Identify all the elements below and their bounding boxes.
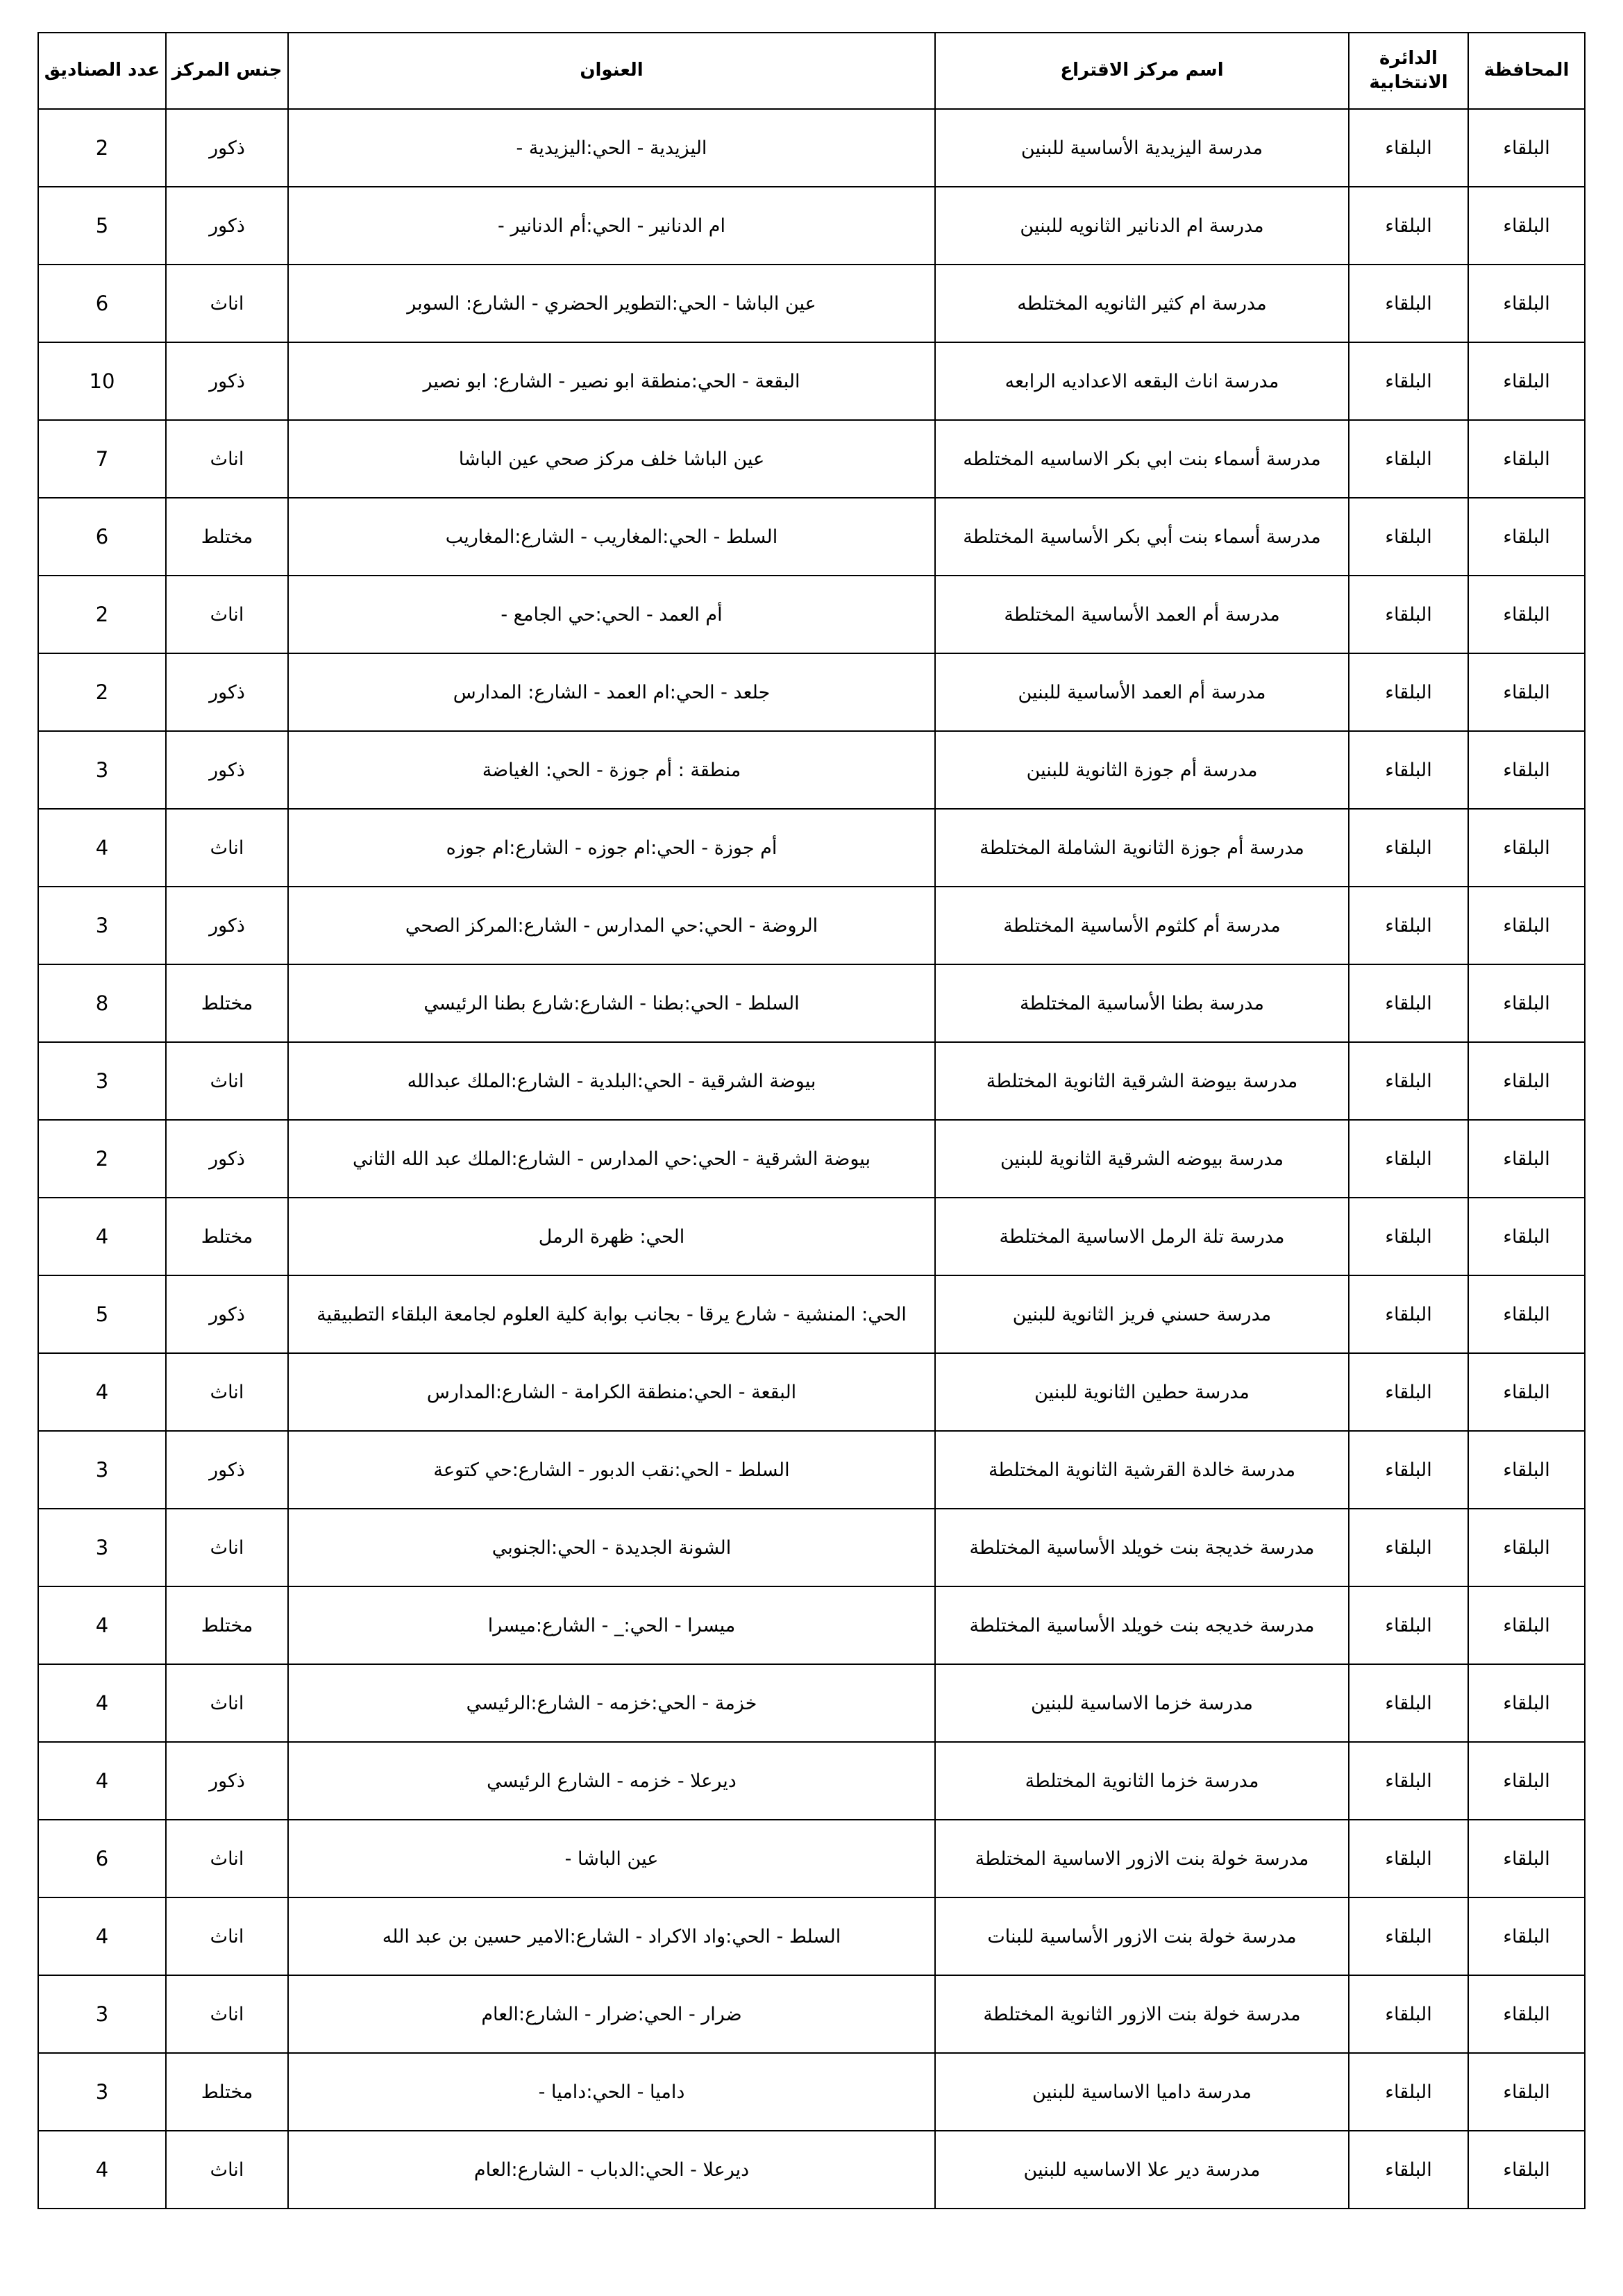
cell-governorate: البلقاء <box>1468 1975 1585 2053</box>
cell-address: ضرار - الحي:ضرار - الشارع:العام <box>288 1975 935 2053</box>
table-row <box>38 1509 1585 1586</box>
cell-center-gender: مختلط <box>166 1586 288 1664</box>
cell-district: البلقاء <box>1349 1586 1468 1664</box>
table-row <box>38 576 1585 653</box>
cell-center-gender: اناث <box>166 1897 288 1975</box>
cell-center-name: مدرسة تلة الرمل الاساسية المختلطة <box>935 1198 1349 1275</box>
cell-center-gender: ذكور <box>166 342 288 420</box>
cell-governorate: البلقاء <box>1468 1120 1585 1198</box>
cell-center-gender: اناث <box>166 809 288 887</box>
cell-district: البلقاء <box>1349 1975 1468 2053</box>
cell-center-gender: ذكور <box>166 653 288 731</box>
table-row <box>38 964 1585 1042</box>
cell-center-gender: اناث <box>166 1509 288 1586</box>
cell-center-name: مدرسة خزما الثانوية المختلطة <box>935 1742 1349 1820</box>
table-row <box>38 1275 1585 1353</box>
cell-box-count: 3 <box>38 1975 166 2053</box>
cell-box-count: 4 <box>38 1897 166 1975</box>
table-row <box>38 1120 1585 1198</box>
cell-box-count: 10 <box>38 342 166 420</box>
header-center-name: اسم مركز الاقتراع <box>935 33 1349 109</box>
cell-box-count: 5 <box>38 187 166 265</box>
cell-center-name: مدرسة دير علا الاساسيه للبنين <box>935 2131 1349 2209</box>
table-row <box>38 1897 1585 1975</box>
cell-governorate: البلقاء <box>1468 420 1585 498</box>
cell-district: البلقاء <box>1349 809 1468 887</box>
cell-governorate: البلقاء <box>1468 1742 1585 1820</box>
cell-governorate: البلقاء <box>1468 809 1585 887</box>
cell-district: البلقاء <box>1349 420 1468 498</box>
cell-box-count: 4 <box>38 809 166 887</box>
cell-governorate: البلقاء <box>1468 109 1585 187</box>
cell-box-count: 4 <box>38 1353 166 1431</box>
cell-district: البلقاء <box>1349 1431 1468 1509</box>
cell-governorate: البلقاء <box>1468 1353 1585 1431</box>
cell-center-gender: اناث <box>166 1353 288 1431</box>
table-row <box>38 653 1585 731</box>
cell-center-gender: اناث <box>166 1975 288 2053</box>
cell-center-gender: اناث <box>166 420 288 498</box>
cell-address: ميسرا - الحي:_ - الشارع:ميسرا <box>288 1586 935 1664</box>
cell-center-gender: اناث <box>166 1820 288 1897</box>
cell-district: البلقاء <box>1349 109 1468 187</box>
cell-district: البلقاء <box>1349 1275 1468 1353</box>
cell-center-name: مدرسة أم جوزة الثانوية للبنين <box>935 731 1349 809</box>
table-row <box>38 1975 1585 2053</box>
table-row <box>38 109 1585 187</box>
cell-box-count: 4 <box>38 1198 166 1275</box>
cell-center-gender: اناث <box>166 1042 288 1120</box>
table-row <box>38 887 1585 964</box>
cell-center-name: مدرسة بطنا الأساسية المختلطة <box>935 964 1349 1042</box>
cell-center-name: مدرسة خولة بنت الازور الأساسية للبنات <box>935 1897 1349 1975</box>
cell-center-name: مدرسة خديجة بنت خويلد الأساسية المختلطة <box>935 1509 1349 1586</box>
cell-district: البلقاء <box>1349 576 1468 653</box>
cell-box-count: 4 <box>38 1664 166 1742</box>
cell-district: البلقاء <box>1349 1509 1468 1586</box>
cell-box-count: 4 <box>38 1742 166 1820</box>
cell-governorate: البلقاء <box>1468 964 1585 1042</box>
table-row <box>38 1431 1585 1509</box>
cell-governorate: البلقاء <box>1468 265 1585 342</box>
cell-address: خزمة - الحي:خزمه - الشارع:الرئيسي <box>288 1664 935 1742</box>
cell-district: البلقاء <box>1349 1664 1468 1742</box>
cell-district: البلقاء <box>1349 187 1468 265</box>
cell-address: الحي: ظهرة الرمل <box>288 1198 935 1275</box>
cell-district: البلقاء <box>1349 731 1468 809</box>
cell-district: البلقاء <box>1349 1042 1468 1120</box>
table-row <box>38 1664 1585 1742</box>
cell-address: عين الباشا - الحي:التطوير الحضري - الشارع: السوبر <box>288 265 935 342</box>
cell-governorate: البلقاء <box>1468 1664 1585 1742</box>
cell-box-count: 5 <box>38 1275 166 1353</box>
cell-box-count: 6 <box>38 1820 166 1897</box>
table-row <box>38 1742 1585 1820</box>
cell-district: البلقاء <box>1349 1120 1468 1198</box>
cell-box-count: 3 <box>38 887 166 964</box>
cell-governorate: البلقاء <box>1468 2053 1585 2131</box>
header-district: الدائرة الانتخابية <box>1349 33 1468 109</box>
cell-center-gender: اناث <box>166 576 288 653</box>
cell-center-name: مدرسة بيوضه الشرقية الثانوية للبنين <box>935 1120 1349 1198</box>
cell-center-gender: ذكور <box>166 731 288 809</box>
cell-center-name: مدرسة أم العمد الأساسية للبنين <box>935 653 1349 731</box>
table-body <box>38 109 1585 2209</box>
cell-box-count: 3 <box>38 1509 166 1586</box>
cell-center-gender: اناث <box>166 2131 288 2209</box>
cell-address: أم العمد - الحي:حي الجامع - <box>288 576 935 653</box>
cell-district: البلقاء <box>1349 342 1468 420</box>
cell-governorate: البلقاء <box>1468 887 1585 964</box>
cell-address: داميا - الحي:داميا - <box>288 2053 935 2131</box>
cell-address: ام الدنانير - الحي:أم الدنانير - <box>288 187 935 265</box>
table-row <box>38 342 1585 420</box>
cell-center-name: مدرسة ام كثير الثانويه المختلطه <box>935 265 1349 342</box>
cell-center-name: مدرسة خالدة القرشية الثانوية المختلطة <box>935 1431 1349 1509</box>
cell-district: البلقاء <box>1349 964 1468 1042</box>
cell-center-name: مدرسة حطين الثانوية للبنين <box>935 1353 1349 1431</box>
cell-district: البلقاء <box>1349 1897 1468 1975</box>
cell-governorate: البلقاء <box>1468 653 1585 731</box>
cell-address: ديرعلا - خزمه - الشارع الرئيسي <box>288 1742 935 1820</box>
cell-center-name: مدرسة خولة بنت الازور الثانوية المختلطة <box>935 1975 1349 2053</box>
cell-governorate: البلقاء <box>1468 1897 1585 1975</box>
cell-center-gender: ذكور <box>166 1742 288 1820</box>
table-row <box>38 1198 1585 1275</box>
cell-center-gender: ذكور <box>166 1120 288 1198</box>
table-row <box>38 1586 1585 1664</box>
cell-address: السلط - الحي:نقب الدبور - الشارع:حي كتوعة <box>288 1431 935 1509</box>
cell-governorate: البلقاء <box>1468 1198 1585 1275</box>
cell-address: السلط - الحي:واد الاكراد - الشارع:الامير حسين بن عبد الله <box>288 1897 935 1975</box>
cell-center-gender: ذكور <box>166 887 288 964</box>
cell-box-count: 2 <box>38 576 166 653</box>
table-row <box>38 420 1585 498</box>
cell-governorate: البلقاء <box>1468 1275 1585 1353</box>
cell-center-name: مدرسة أم كلثوم الأساسية المختلطة <box>935 887 1349 964</box>
cell-governorate: البلقاء <box>1468 1509 1585 1586</box>
cell-center-gender: اناث <box>166 1664 288 1742</box>
cell-governorate: البلقاء <box>1468 498 1585 576</box>
table-row <box>38 498 1585 576</box>
header-governorate: المحافظة <box>1468 33 1585 109</box>
cell-governorate: البلقاء <box>1468 342 1585 420</box>
cell-box-count: 2 <box>38 109 166 187</box>
cell-district: البلقاء <box>1349 1353 1468 1431</box>
cell-center-name: مدرسة أم جوزة الثانوية الشاملة المختلطة <box>935 809 1349 887</box>
table-row <box>38 1353 1585 1431</box>
cell-box-count: 7 <box>38 420 166 498</box>
cell-address: الشونة الجديدة - الحي:الجنوبي <box>288 1509 935 1586</box>
cell-governorate: البلقاء <box>1468 731 1585 809</box>
cell-address: بيوضة الشرقية - الحي:حي المدارس - الشارع:الملك عبد الله الثاني <box>288 1120 935 1198</box>
cell-address: ديرعلا - الحي:الدباب - الشارع:العام <box>288 2131 935 2209</box>
cell-district: البلقاء <box>1349 1820 1468 1897</box>
cell-address: السلط - الحي:بطنا - الشارع:شارع بطنا الرئيسي <box>288 964 935 1042</box>
cell-address: منطقة : أم جوزة - الحي: الغياضة <box>288 731 935 809</box>
cell-address: الروضة - الحي:حي المدارس - الشارع:المركز الصحي <box>288 887 935 964</box>
cell-governorate: البلقاء <box>1468 576 1585 653</box>
cell-center-name: مدرسة خزما الاساسية للبنين <box>935 1664 1349 1742</box>
cell-address: البقعة - الحي:منطقة الكرامة - الشارع:المدارس <box>288 1353 935 1431</box>
cell-governorate: البلقاء <box>1468 1042 1585 1120</box>
cell-center-name: مدرسة أم العمد الأساسية المختلطة <box>935 576 1349 653</box>
cell-center-gender: اناث <box>166 265 288 342</box>
cell-governorate: البلقاء <box>1468 1820 1585 1897</box>
cell-center-gender: ذكور <box>166 1431 288 1509</box>
cell-center-name: مدرسة أسماء بنت أبي بكر الأساسية المختلطة <box>935 498 1349 576</box>
cell-center-gender: مختلط <box>166 1198 288 1275</box>
cell-box-count: 3 <box>38 1431 166 1509</box>
cell-address: السلط - الحي:المغاريب - الشارع:المغاريب <box>288 498 935 576</box>
cell-governorate: البلقاء <box>1468 187 1585 265</box>
cell-address: عين الباشا خلف مركز صحي عين الباشا <box>288 420 935 498</box>
cell-address: جلعد - الحي:ام العمد - الشارع: المدارس <box>288 653 935 731</box>
table-header <box>38 33 1585 109</box>
header-center-gender: جنس المركز <box>166 33 288 109</box>
cell-center-name: مدرسة خديجه بنت خويلد الأساسية المختلطة <box>935 1586 1349 1664</box>
table-row <box>38 2131 1585 2209</box>
cell-center-gender: مختلط <box>166 964 288 1042</box>
cell-box-count: 2 <box>38 1120 166 1198</box>
cell-center-name: مدرسة حسني فريز الثانوية للبنين <box>935 1275 1349 1353</box>
header-row <box>38 33 1585 109</box>
cell-box-count: 8 <box>38 964 166 1042</box>
header-address: العنوان <box>288 33 935 109</box>
cell-address: أم جوزة - الحي:ام جوزه - الشارع:ام جوزه <box>288 809 935 887</box>
cell-governorate: البلقاء <box>1468 1586 1585 1664</box>
cell-governorate: البلقاء <box>1468 2131 1585 2209</box>
cell-center-name: مدرسة ام الدنانير الثانويه للبنين <box>935 187 1349 265</box>
cell-center-name: مدرسة داميا الاساسية للبنين <box>935 2053 1349 2131</box>
cell-district: البلقاء <box>1349 2053 1468 2131</box>
cell-address: اليزيدية - الحي:اليزيدية - <box>288 109 935 187</box>
table-row <box>38 1042 1585 1120</box>
cell-center-gender: ذكور <box>166 187 288 265</box>
cell-center-gender: مختلط <box>166 2053 288 2131</box>
cell-box-count: 6 <box>38 498 166 576</box>
cell-address: الحي: المنشية - شارع يرقا - بجانب بوابة كلية العلوم لجامعة البلقاء التطبيقية <box>288 1275 935 1353</box>
cell-center-gender: مختلط <box>166 498 288 576</box>
cell-center-name: مدرسة اناث البقعه الاعداديه الرابعه <box>935 342 1349 420</box>
cell-center-gender: ذكور <box>166 1275 288 1353</box>
cell-center-name: مدرسة بيوضة الشرقية الثانوية المختلطة <box>935 1042 1349 1120</box>
cell-box-count: 3 <box>38 1042 166 1120</box>
table-row <box>38 731 1585 809</box>
cell-box-count: 3 <box>38 2053 166 2131</box>
header-box-count: عدد الصناديق <box>38 33 166 109</box>
cell-box-count: 4 <box>38 1586 166 1664</box>
cell-governorate: البلقاء <box>1468 1431 1585 1509</box>
table-row <box>38 2053 1585 2131</box>
table-row <box>38 187 1585 265</box>
cell-center-name: مدرسة خولة بنت الازور الاساسية المختلطة <box>935 1820 1349 1897</box>
cell-district: البلقاء <box>1349 1198 1468 1275</box>
cell-address: البقعة - الحي:منطقة ابو نصير - الشارع: ابو نصير <box>288 342 935 420</box>
cell-box-count: 2 <box>38 653 166 731</box>
cell-address: بيوضة الشرقية - الحي:البلدية - الشارع:الملك عبدالله <box>288 1042 935 1120</box>
table-row <box>38 265 1585 342</box>
table-row <box>38 809 1585 887</box>
cell-center-gender: ذكور <box>166 109 288 187</box>
document-page <box>37 32 1584 2209</box>
cell-box-count: 4 <box>38 2131 166 2209</box>
table-row <box>38 1820 1585 1897</box>
cell-center-name: مدرسة اليزيدية الأساسية للبنين <box>935 109 1349 187</box>
cell-district: البلقاء <box>1349 2131 1468 2209</box>
cell-box-count: 6 <box>38 265 166 342</box>
cell-box-count: 3 <box>38 731 166 809</box>
cell-district: البلقاء <box>1349 265 1468 342</box>
polling-centers-table <box>37 32 1586 2209</box>
cell-district: البلقاء <box>1349 653 1468 731</box>
cell-district: البلقاء <box>1349 887 1468 964</box>
cell-district: البلقاء <box>1349 498 1468 576</box>
cell-district: البلقاء <box>1349 1742 1468 1820</box>
cell-center-name: مدرسة أسماء بنت ابي بكر الاساسيه المختلطه <box>935 420 1349 498</box>
cell-address: عين الباشا - <box>288 1820 935 1897</box>
